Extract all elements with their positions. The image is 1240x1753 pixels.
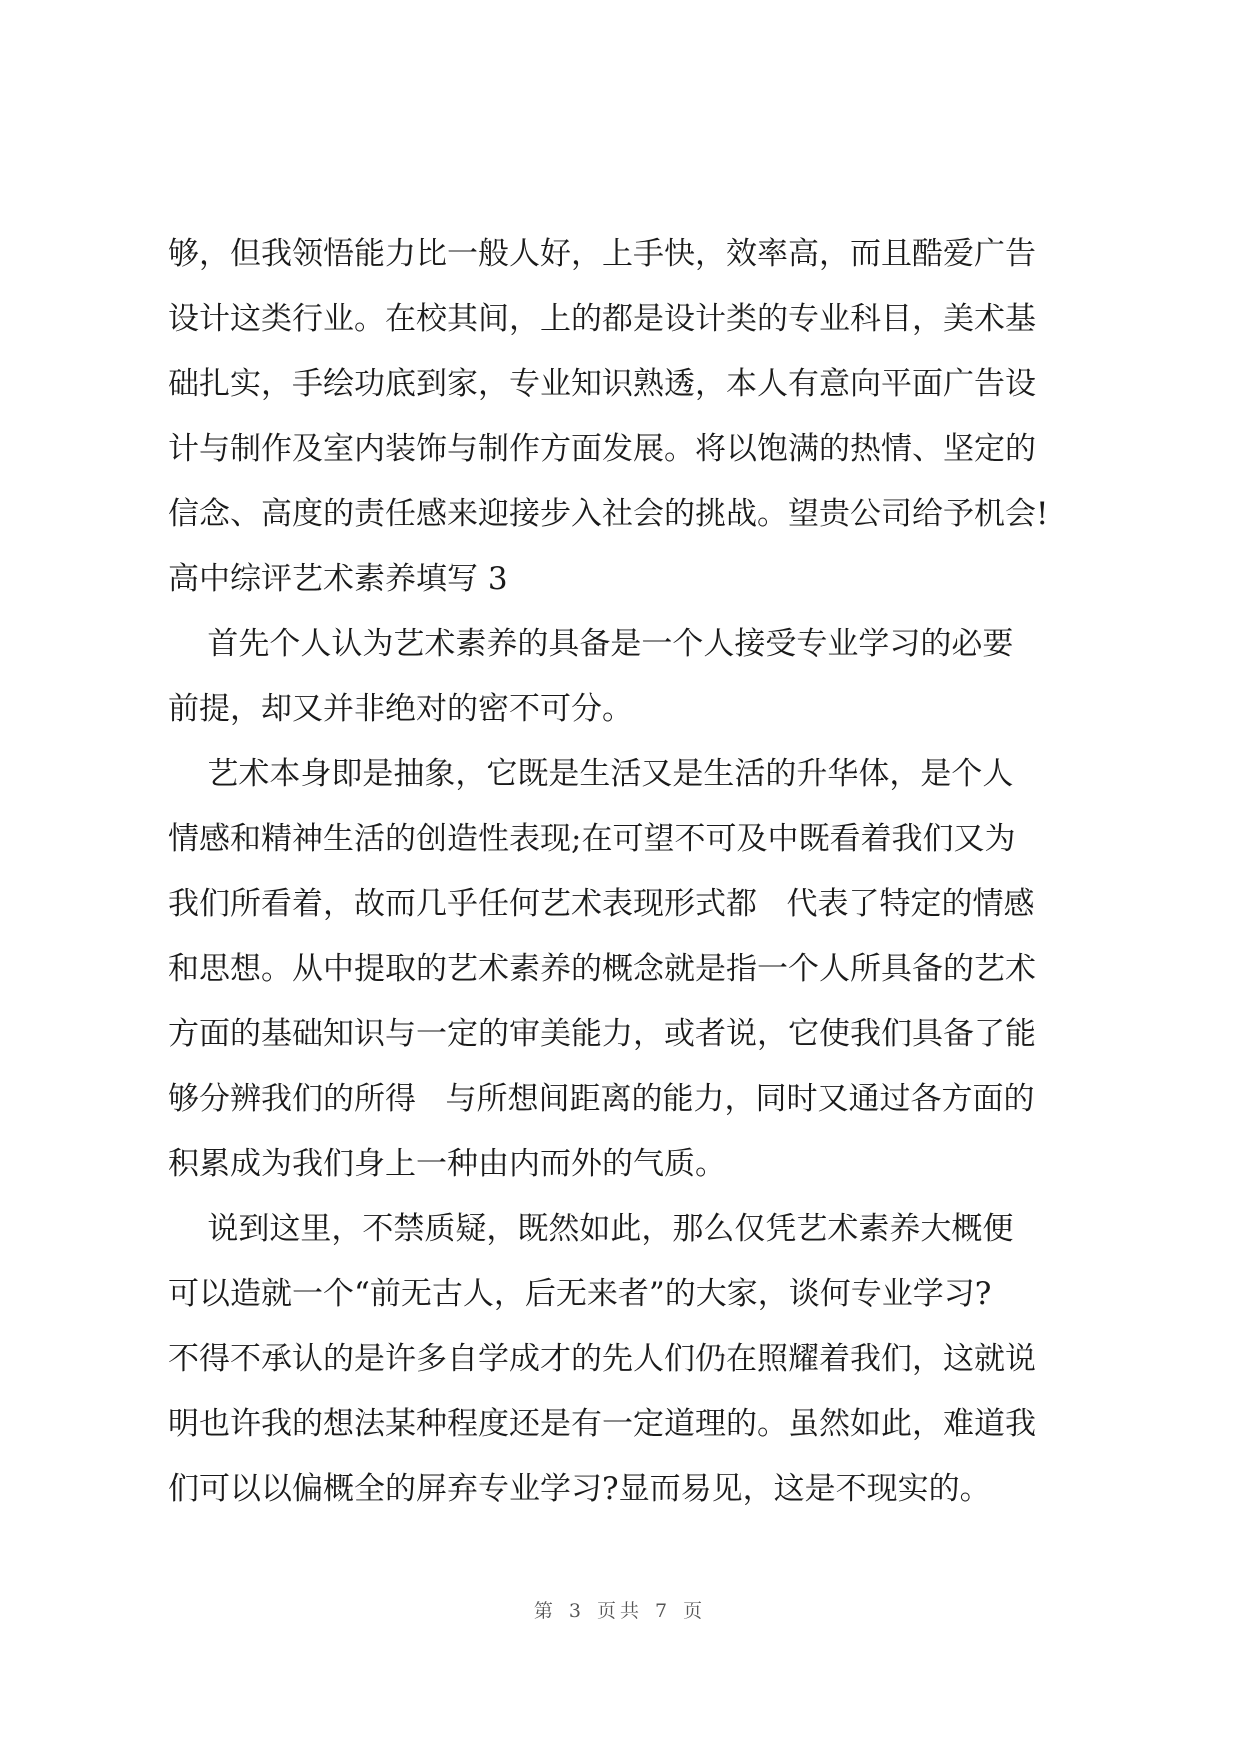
text-line: 情感和精神生活的创造性表现;在可望不可及中既看着我们又为 bbox=[168, 821, 1016, 857]
text-line: 们可以以偏概全的屏弃专业学习?显而易见，这是不现实的。 bbox=[168, 1471, 991, 1507]
footer-middle: 页共 bbox=[596, 1600, 643, 1622]
text-line: 不得不承认的是许多自学成才的先人们仍在照耀着我们，这就说 bbox=[168, 1341, 1036, 1377]
text-line: 信念、高度的责任感来迎接步入社会的挑战。望贵公司给予机会! bbox=[168, 496, 1049, 532]
section-heading: 高中综评艺术素养填写 3 bbox=[168, 561, 508, 597]
text-line: 可以造就一个“前无古人，后无来者”的大家，谈何专业学习? bbox=[168, 1276, 992, 1312]
text-line: 够分辨我们的所得 与所想间距离的能力，同时又通过各方面的 bbox=[168, 1081, 1035, 1117]
footer-total-pages: 7 bbox=[655, 1600, 672, 1622]
text-line: 前提，却又并非绝对的密不可分。 bbox=[168, 691, 633, 727]
footer-prefix: 第 bbox=[533, 1600, 557, 1622]
text-line: 方面的基础知识与一定的审美能力，或者说，它使我们具备了能 bbox=[168, 1016, 1036, 1052]
text-line: 和思想。从中提取的艺术素养的概念就是指一个人所具备的艺术 bbox=[168, 951, 1036, 987]
footer-suffix: 页 bbox=[683, 1600, 707, 1622]
text-line: 础扎实，手绘功底到家，专业知识熟透，本人有意向平面广告设 bbox=[168, 366, 1036, 402]
text-line: 明也许我的想法某种程度还是有一定道理的。虽然如此，难道我 bbox=[168, 1406, 1036, 1442]
text-line: 首先个人认为艺术素养的具备是一个人接受专业学习的必要 bbox=[168, 626, 1014, 662]
footer-current-page: 3 bbox=[568, 1600, 585, 1622]
text-line: 够，但我领悟能力比一般人好，上手快，效率高，而且酷爱广告 bbox=[168, 236, 1036, 272]
text-line: 积累成为我们身上一种由内而外的气质。 bbox=[168, 1146, 726, 1182]
text-line: 计与制作及室内装饰与制作方面发展。将以饱满的热情、坚定的 bbox=[168, 431, 1036, 467]
page-footer bbox=[0, 1596, 1240, 1623]
text-line: 设计这类行业。在校其间，上的都是设计类的专业科目，美术基 bbox=[168, 301, 1036, 337]
text-line: 艺术本身即是抽象，它既是生活又是生活的升华体，是个人 bbox=[168, 756, 1014, 792]
text-line: 说到这里，不禁质疑，既然如此，那么仅凭艺术素养大概便 bbox=[168, 1211, 1014, 1247]
text-line: 我们所看着，故而几乎任何艺术表现形式都 代表了特定的情感 bbox=[168, 886, 1035, 922]
document-body bbox=[168, 222, 1108, 1522]
